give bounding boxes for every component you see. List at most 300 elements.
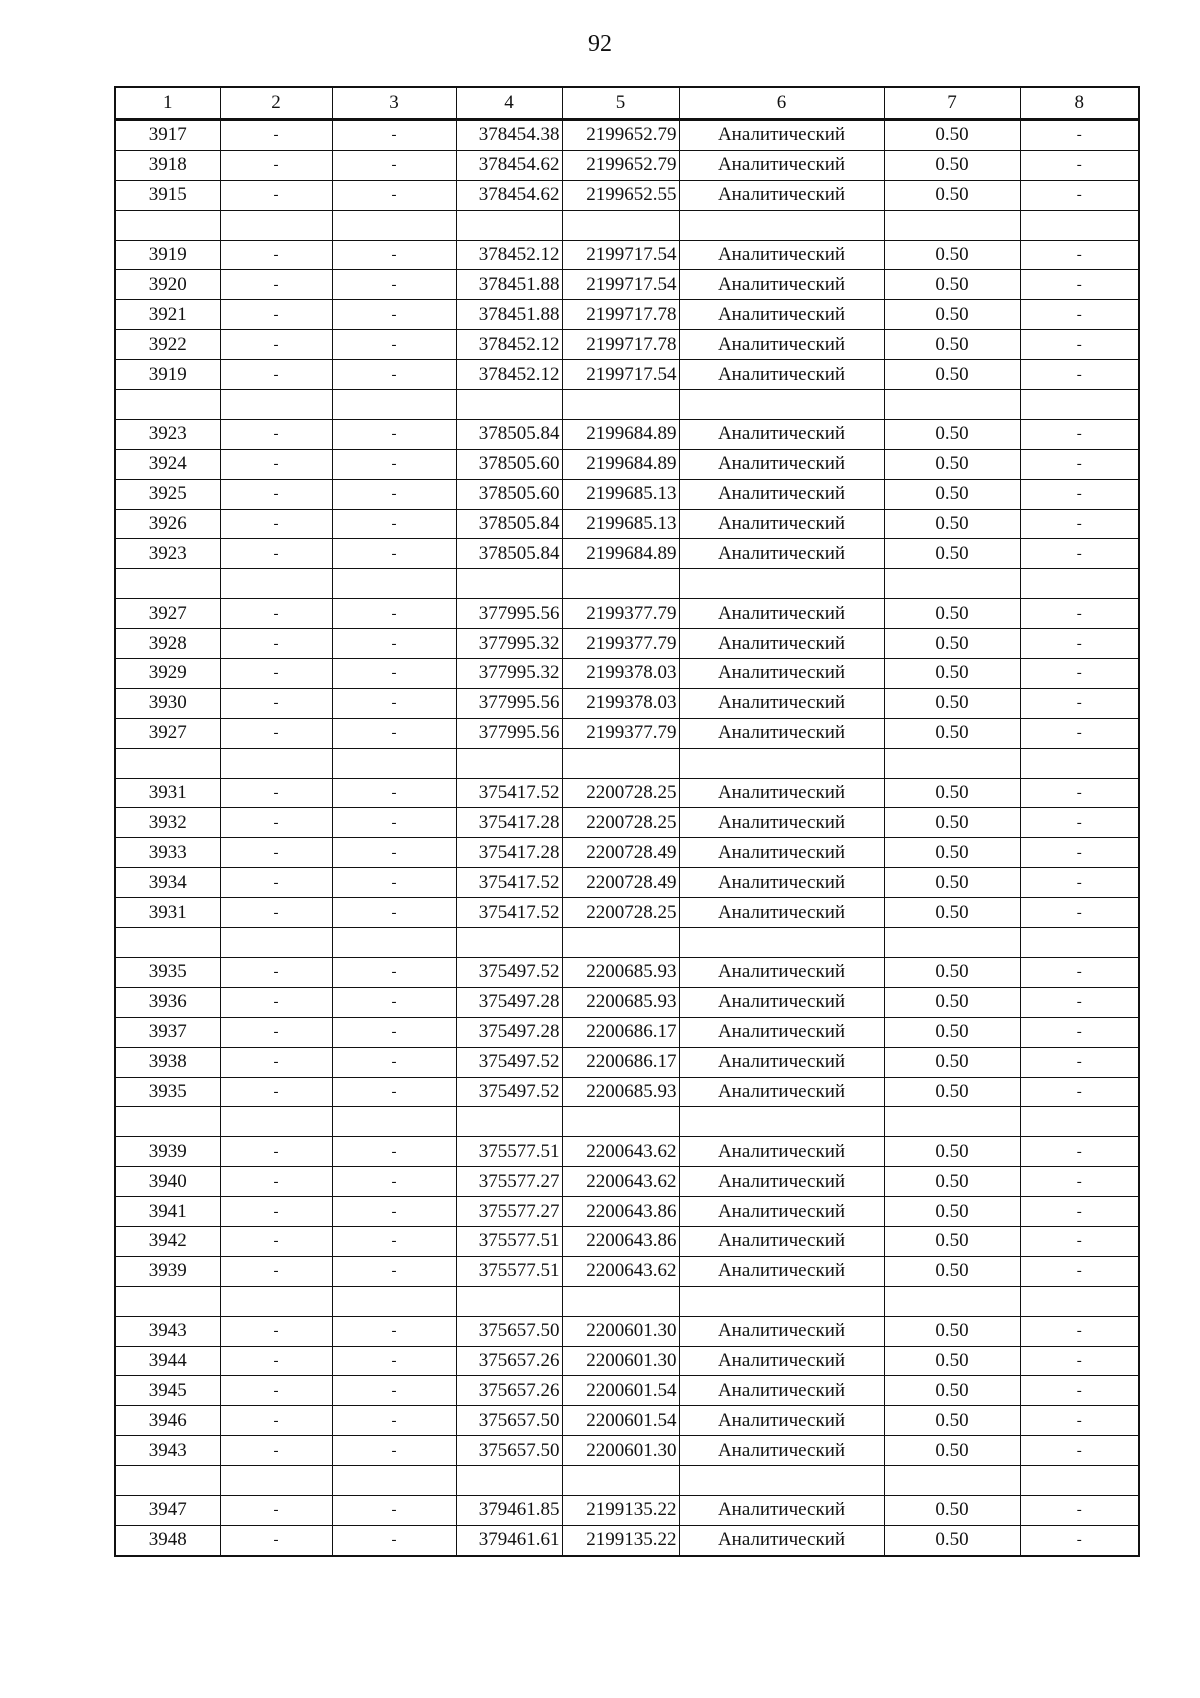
cell-col2-value: - [220, 868, 332, 898]
cell-y-coordinate: 2200728.25 [562, 898, 679, 928]
cell-method: Аналитический [679, 659, 884, 689]
cell-col2-value: - [220, 1167, 332, 1197]
cell-x-coordinate: 378454.62 [456, 180, 562, 210]
cell-col3-value: - [332, 1256, 456, 1286]
cell-col8-value [1020, 1107, 1139, 1137]
cell-method [679, 569, 884, 599]
cell-method: Аналитический [679, 808, 884, 838]
cell-precision: 0.50 [884, 1017, 1020, 1047]
cell-x-coordinate: 375417.28 [456, 838, 562, 868]
cell-point-number: 3920 [115, 270, 220, 300]
cell-col3-value: - [332, 778, 456, 808]
cell-y-coordinate: 2199377.79 [562, 629, 679, 659]
column-header-5: 5 [562, 87, 679, 120]
cell-y-coordinate: 2199378.03 [562, 659, 679, 689]
table-row-spacer [115, 210, 1139, 240]
cell-point-number: 3919 [115, 240, 220, 270]
column-header-4: 4 [456, 87, 562, 120]
cell-precision: 0.50 [884, 987, 1020, 1017]
cell-col2-value: - [220, 629, 332, 659]
cell-col8-value: - [1020, 449, 1139, 479]
cell-x-coordinate: 378451.88 [456, 300, 562, 330]
cell-x-coordinate [456, 210, 562, 240]
cell-y-coordinate: 2200685.93 [562, 1077, 679, 1107]
cell-y-coordinate: 2200643.62 [562, 1137, 679, 1167]
cell-method: Аналитический [679, 1406, 884, 1436]
cell-y-coordinate [562, 569, 679, 599]
cell-precision: 0.50 [884, 449, 1020, 479]
cell-col8-value: - [1020, 419, 1139, 449]
cell-precision: 0.50 [884, 270, 1020, 300]
cell-precision: 0.50 [884, 629, 1020, 659]
table-row [115, 1047, 1139, 1077]
cell-y-coordinate [562, 748, 679, 778]
cell-precision: 0.50 [884, 330, 1020, 360]
cell-x-coordinate: 375497.28 [456, 1017, 562, 1047]
cell-x-coordinate: 378454.62 [456, 150, 562, 180]
cell-col3-value: - [332, 1495, 456, 1525]
cell-precision: 0.50 [884, 300, 1020, 330]
table-row [115, 987, 1139, 1017]
cell-point-number: 3941 [115, 1197, 220, 1227]
cell-method: Аналитический [679, 629, 884, 659]
cell-method: Аналитический [679, 1436, 884, 1466]
cell-col3-value: - [332, 1197, 456, 1227]
cell-col3-value: - [332, 449, 456, 479]
cell-col8-value: - [1020, 1436, 1139, 1466]
cell-col3-value: - [332, 1017, 456, 1047]
cell-point-number [115, 748, 220, 778]
cell-point-number: 3944 [115, 1346, 220, 1376]
cell-precision: 0.50 [884, 957, 1020, 987]
cell-point-number: 3947 [115, 1495, 220, 1525]
cell-y-coordinate: 2199684.89 [562, 449, 679, 479]
cell-col8-value: - [1020, 1316, 1139, 1346]
cell-col3-value: - [332, 1346, 456, 1376]
cell-point-number [115, 1107, 220, 1137]
cell-col3-value: - [332, 360, 456, 390]
table-row [115, 1197, 1139, 1227]
cell-x-coordinate: 375417.52 [456, 868, 562, 898]
cell-precision: 0.50 [884, 479, 1020, 509]
cell-point-number [115, 928, 220, 958]
cell-point-number: 3919 [115, 360, 220, 390]
header-row [115, 87, 1139, 120]
cell-col8-value [1020, 1466, 1139, 1496]
cell-col3-value [332, 390, 456, 420]
cell-col2-value: - [220, 479, 332, 509]
cell-point-number: 3917 [115, 120, 220, 151]
cell-method [679, 210, 884, 240]
table-row [115, 419, 1139, 449]
cell-col8-value: - [1020, 629, 1139, 659]
cell-col2-value: - [220, 1436, 332, 1466]
cell-y-coordinate [562, 1107, 679, 1137]
table-row [115, 629, 1139, 659]
cell-x-coordinate: 375497.28 [456, 987, 562, 1017]
cell-col8-value: - [1020, 1495, 1139, 1525]
cell-precision [884, 390, 1020, 420]
cell-col3-value: - [332, 240, 456, 270]
table-header [115, 87, 1139, 120]
table-row [115, 778, 1139, 808]
cell-point-number: 3933 [115, 838, 220, 868]
cell-precision [884, 748, 1020, 778]
table-row [115, 539, 1139, 569]
cell-col3-value: - [332, 688, 456, 718]
cell-precision: 0.50 [884, 688, 1020, 718]
cell-method: Аналитический [679, 1017, 884, 1047]
cell-precision: 0.50 [884, 1346, 1020, 1376]
cell-y-coordinate [562, 928, 679, 958]
cell-x-coordinate: 375657.50 [456, 1406, 562, 1436]
cell-precision: 0.50 [884, 509, 1020, 539]
table-row [115, 808, 1139, 838]
cell-col8-value: - [1020, 1256, 1139, 1286]
cell-point-number: 3940 [115, 1167, 220, 1197]
cell-method: Аналитический [679, 1256, 884, 1286]
cell-x-coordinate [456, 748, 562, 778]
cell-col3-value: - [332, 957, 456, 987]
cell-col8-value: - [1020, 270, 1139, 300]
table-row [115, 330, 1139, 360]
cell-method: Аналитический [679, 1197, 884, 1227]
cell-col3-value: - [332, 270, 456, 300]
cell-col2-value [220, 1466, 332, 1496]
cell-col8-value: - [1020, 1406, 1139, 1436]
cell-x-coordinate: 378452.12 [456, 240, 562, 270]
cell-col3-value: - [332, 1525, 456, 1555]
cell-x-coordinate: 375657.26 [456, 1376, 562, 1406]
cell-precision: 0.50 [884, 120, 1020, 151]
cell-method: Аналитический [679, 898, 884, 928]
table-row [115, 509, 1139, 539]
table-row-spacer [115, 1286, 1139, 1316]
cell-point-number: 3946 [115, 1406, 220, 1436]
cell-method: Аналитический [679, 539, 884, 569]
cell-col2-value: - [220, 1316, 332, 1346]
cell-y-coordinate: 2200686.17 [562, 1017, 679, 1047]
cell-col8-value: - [1020, 838, 1139, 868]
cell-col2-value [220, 210, 332, 240]
cell-col8-value: - [1020, 300, 1139, 330]
cell-col8-value: - [1020, 987, 1139, 1017]
table-row-spacer [115, 1107, 1139, 1137]
cell-precision: 0.50 [884, 1376, 1020, 1406]
cell-y-coordinate: 2199377.79 [562, 599, 679, 629]
cell-col3-value: - [332, 180, 456, 210]
cell-y-coordinate: 2199135.22 [562, 1525, 679, 1555]
cell-x-coordinate: 378505.84 [456, 419, 562, 449]
cell-precision: 0.50 [884, 1256, 1020, 1286]
cell-col8-value [1020, 569, 1139, 599]
cell-col3-value [332, 569, 456, 599]
cell-col8-value: - [1020, 599, 1139, 629]
cell-precision [884, 928, 1020, 958]
cell-y-coordinate: 2200601.30 [562, 1316, 679, 1346]
column-header-8: 8 [1020, 87, 1139, 120]
cell-method: Аналитический [679, 688, 884, 718]
table-row [115, 659, 1139, 689]
cell-x-coordinate: 375657.50 [456, 1436, 562, 1466]
cell-col8-value: - [1020, 1525, 1139, 1555]
cell-precision: 0.50 [884, 1047, 1020, 1077]
table-row-spacer [115, 569, 1139, 599]
cell-point-number: 3937 [115, 1017, 220, 1047]
cell-point-number: 3943 [115, 1316, 220, 1346]
cell-method: Аналитический [679, 1226, 884, 1256]
cell-precision: 0.50 [884, 1525, 1020, 1555]
cell-x-coordinate: 375577.27 [456, 1167, 562, 1197]
table-row [115, 180, 1139, 210]
cell-col8-value: - [1020, 509, 1139, 539]
cell-col8-value: - [1020, 868, 1139, 898]
cell-col2-value: - [220, 1346, 332, 1376]
cell-point-number: 3939 [115, 1256, 220, 1286]
cell-point-number: 3925 [115, 479, 220, 509]
cell-col2-value: - [220, 539, 332, 569]
cell-col2-value: - [220, 1495, 332, 1525]
cell-y-coordinate [562, 390, 679, 420]
cell-precision: 0.50 [884, 1167, 1020, 1197]
cell-point-number: 3915 [115, 180, 220, 210]
table-row-spacer [115, 928, 1139, 958]
cell-point-number: 3927 [115, 718, 220, 748]
cell-col3-value: - [332, 629, 456, 659]
cell-point-number [115, 390, 220, 420]
cell-col8-value: - [1020, 539, 1139, 569]
cell-y-coordinate: 2200643.62 [562, 1167, 679, 1197]
cell-col8-value: - [1020, 120, 1139, 151]
cell-x-coordinate [456, 1466, 562, 1496]
column-header-3: 3 [332, 87, 456, 120]
cell-col2-value: - [220, 1077, 332, 1107]
cell-col3-value: - [332, 1047, 456, 1077]
cell-col3-value: - [332, 1376, 456, 1406]
cell-point-number: 3942 [115, 1226, 220, 1256]
cell-precision: 0.50 [884, 1197, 1020, 1227]
cell-y-coordinate: 2200728.25 [562, 808, 679, 838]
table-row [115, 688, 1139, 718]
cell-precision: 0.50 [884, 1436, 1020, 1466]
cell-precision: 0.50 [884, 1316, 1020, 1346]
cell-col8-value: - [1020, 1017, 1139, 1047]
table-row [115, 599, 1139, 629]
cell-point-number: 3921 [115, 300, 220, 330]
cell-col3-value: - [332, 479, 456, 509]
cell-x-coordinate [456, 928, 562, 958]
cell-x-coordinate: 375577.51 [456, 1256, 562, 1286]
cell-point-number: 3923 [115, 539, 220, 569]
cell-col2-value: - [220, 1047, 332, 1077]
cell-x-coordinate: 375577.51 [456, 1226, 562, 1256]
cell-col2-value: - [220, 150, 332, 180]
table-row [115, 360, 1139, 390]
cell-y-coordinate: 2200643.86 [562, 1197, 679, 1227]
cell-precision: 0.50 [884, 838, 1020, 868]
cell-y-coordinate: 2199684.89 [562, 419, 679, 449]
cell-precision [884, 210, 1020, 240]
cell-col2-value [220, 390, 332, 420]
cell-col2-value [220, 1286, 332, 1316]
cell-point-number: 3926 [115, 509, 220, 539]
cell-col8-value: - [1020, 1047, 1139, 1077]
cell-col2-value [220, 928, 332, 958]
cell-point-number: 3928 [115, 629, 220, 659]
cell-col2-value: - [220, 987, 332, 1017]
cell-col2-value [220, 1107, 332, 1137]
cell-col2-value: - [220, 718, 332, 748]
cell-method: Аналитический [679, 957, 884, 987]
cell-y-coordinate: 2200686.17 [562, 1047, 679, 1077]
cell-y-coordinate: 2199377.79 [562, 718, 679, 748]
cell-method: Аналитический [679, 599, 884, 629]
cell-x-coordinate: 375577.27 [456, 1197, 562, 1227]
cell-x-coordinate: 375417.52 [456, 898, 562, 928]
cell-point-number: 3948 [115, 1525, 220, 1555]
cell-col3-value: - [332, 1316, 456, 1346]
cell-point-number: 3929 [115, 659, 220, 689]
cell-method: Аналитический [679, 1167, 884, 1197]
cell-precision: 0.50 [884, 718, 1020, 748]
cell-x-coordinate [456, 1107, 562, 1137]
table-row [115, 300, 1139, 330]
cell-y-coordinate: 2200643.86 [562, 1226, 679, 1256]
cell-y-coordinate: 2199717.78 [562, 330, 679, 360]
table-row-spacer [115, 1466, 1139, 1496]
cell-point-number: 3922 [115, 330, 220, 360]
cell-col3-value [332, 210, 456, 240]
table-row [115, 1077, 1139, 1107]
cell-col3-value: - [332, 599, 456, 629]
cell-y-coordinate: 2199378.03 [562, 688, 679, 718]
cell-point-number: 3924 [115, 449, 220, 479]
cell-col8-value: - [1020, 718, 1139, 748]
cell-method: Аналитический [679, 180, 884, 210]
table-row-spacer [115, 748, 1139, 778]
cell-y-coordinate: 2200601.54 [562, 1406, 679, 1436]
cell-point-number [115, 210, 220, 240]
cell-point-number: 3934 [115, 868, 220, 898]
cell-col8-value: - [1020, 1346, 1139, 1376]
cell-precision [884, 1286, 1020, 1316]
cell-x-coordinate: 377995.56 [456, 599, 562, 629]
cell-method: Аналитический [679, 778, 884, 808]
cell-col3-value: - [332, 1137, 456, 1167]
cell-col2-value: - [220, 1525, 332, 1555]
cell-precision: 0.50 [884, 808, 1020, 838]
cell-method [679, 748, 884, 778]
table-row [115, 957, 1139, 987]
cell-col8-value: - [1020, 330, 1139, 360]
cell-col3-value: - [332, 838, 456, 868]
cell-col2-value: - [220, 1017, 332, 1047]
table-row [115, 150, 1139, 180]
cell-y-coordinate: 2200601.30 [562, 1436, 679, 1466]
cell-method: Аналитический [679, 150, 884, 180]
cell-x-coordinate: 375577.51 [456, 1137, 562, 1167]
cell-method: Аналитический [679, 270, 884, 300]
cell-col3-value: - [332, 718, 456, 748]
cell-y-coordinate: 2200685.93 [562, 987, 679, 1017]
table-body [115, 120, 1139, 1556]
cell-precision: 0.50 [884, 1406, 1020, 1436]
cell-col2-value: - [220, 1256, 332, 1286]
cell-precision [884, 1107, 1020, 1137]
cell-point-number: 3945 [115, 1376, 220, 1406]
cell-x-coordinate: 375657.50 [456, 1316, 562, 1346]
cell-point-number: 3932 [115, 808, 220, 838]
cell-x-coordinate: 379461.85 [456, 1495, 562, 1525]
cell-x-coordinate [456, 569, 562, 599]
table-row [115, 838, 1139, 868]
cell-col8-value: - [1020, 1226, 1139, 1256]
cell-col8-value: - [1020, 957, 1139, 987]
cell-x-coordinate: 375417.28 [456, 808, 562, 838]
cell-point-number: 3930 [115, 688, 220, 718]
cell-col3-value: - [332, 509, 456, 539]
cell-col3-value: - [332, 898, 456, 928]
cell-col3-value: - [332, 1077, 456, 1107]
cell-method: Аналитический [679, 330, 884, 360]
cell-y-coordinate [562, 1466, 679, 1496]
cell-method: Аналитический [679, 1495, 884, 1525]
cell-precision: 0.50 [884, 778, 1020, 808]
cell-x-coordinate: 378452.12 [456, 360, 562, 390]
cell-x-coordinate: 378454.38 [456, 120, 562, 151]
cell-precision: 0.50 [884, 180, 1020, 210]
cell-col3-value: - [332, 1436, 456, 1466]
cell-point-number: 3939 [115, 1137, 220, 1167]
cell-y-coordinate: 2199717.54 [562, 240, 679, 270]
cell-col8-value: - [1020, 1197, 1139, 1227]
cell-method: Аналитический [679, 1077, 884, 1107]
cell-x-coordinate: 375497.52 [456, 957, 562, 987]
cell-method: Аналитический [679, 360, 884, 390]
cell-point-number: 3923 [115, 419, 220, 449]
cell-x-coordinate: 375417.52 [456, 778, 562, 808]
cell-y-coordinate: 2199652.55 [562, 180, 679, 210]
cell-col3-value: - [332, 1167, 456, 1197]
cell-x-coordinate: 378452.12 [456, 330, 562, 360]
cell-method: Аналитический [679, 120, 884, 151]
cell-col3-value [332, 928, 456, 958]
cell-x-coordinate: 375657.26 [456, 1346, 562, 1376]
cell-y-coordinate: 2199685.13 [562, 479, 679, 509]
cell-col8-value: - [1020, 1167, 1139, 1197]
cell-col2-value: - [220, 838, 332, 868]
cell-x-coordinate [456, 390, 562, 420]
cell-method [679, 390, 884, 420]
cell-col8-value: - [1020, 688, 1139, 718]
cell-method: Аналитический [679, 868, 884, 898]
table-row [115, 479, 1139, 509]
cell-y-coordinate: 2200728.49 [562, 868, 679, 898]
cell-method: Аналитический [679, 300, 884, 330]
cell-col2-value: - [220, 330, 332, 360]
cell-point-number: 3931 [115, 778, 220, 808]
cell-col3-value: - [332, 150, 456, 180]
cell-point-number: 3927 [115, 599, 220, 629]
cell-point-number: 3938 [115, 1047, 220, 1077]
cell-col2-value: - [220, 808, 332, 838]
cell-method [679, 1107, 884, 1137]
cell-y-coordinate: 2200728.25 [562, 778, 679, 808]
cell-point-number: 3931 [115, 898, 220, 928]
cell-precision: 0.50 [884, 1495, 1020, 1525]
cell-x-coordinate: 379461.61 [456, 1525, 562, 1555]
cell-col8-value: - [1020, 1077, 1139, 1107]
